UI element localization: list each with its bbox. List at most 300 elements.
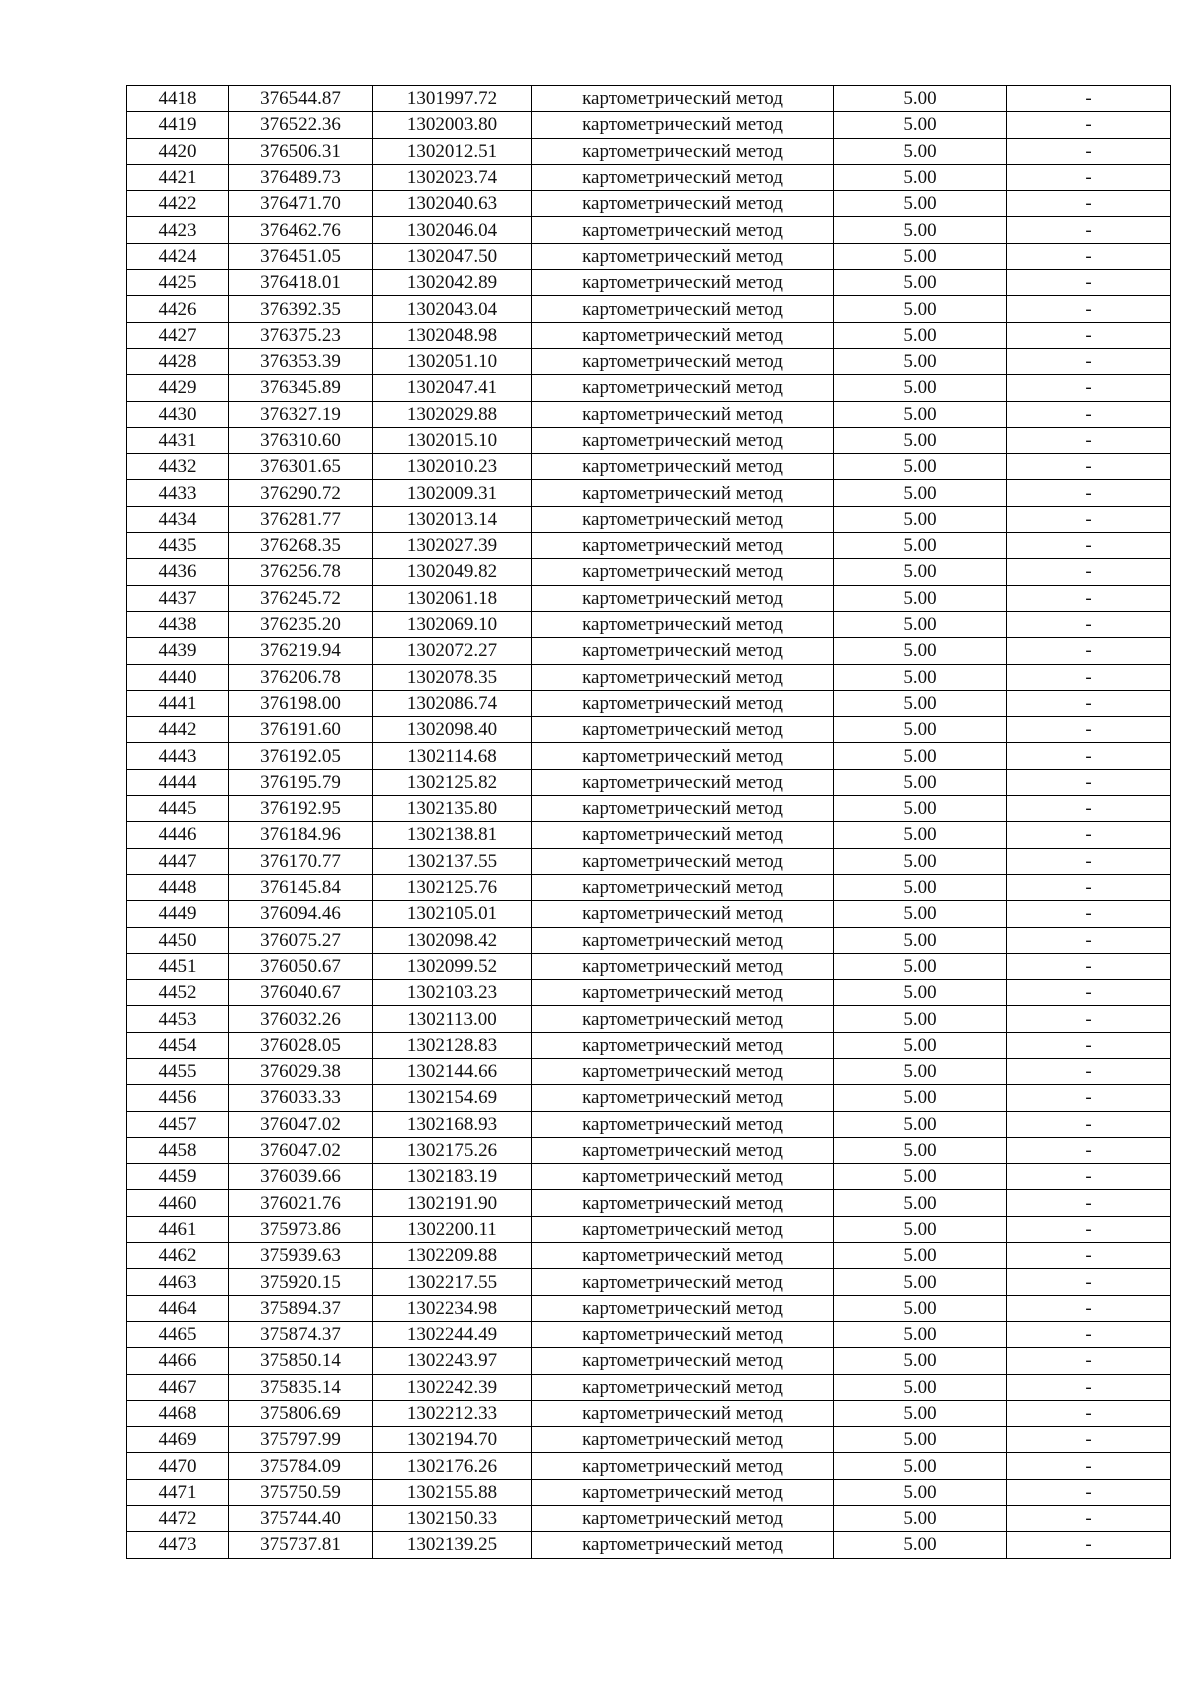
point-number-cell: 4437 [127,585,229,611]
description-cell: - [1007,953,1171,979]
description-cell: - [1007,1243,1171,1269]
table-row [127,874,1171,900]
y-coordinate-cell: 1302209.88 [373,1243,532,1269]
method-cell: картометрический метод [532,243,834,269]
table-row [127,1111,1171,1137]
method-cell: картометрический метод [532,1269,834,1295]
accuracy-cell: 5.00 [834,506,1007,532]
description-cell: - [1007,664,1171,690]
description-cell: - [1007,1479,1171,1505]
x-coordinate-cell: 376040.67 [229,980,373,1006]
accuracy-cell: 5.00 [834,1111,1007,1137]
method-cell: картометрический метод [532,533,834,559]
y-coordinate-cell: 1302144.66 [373,1058,532,1084]
accuracy-cell: 5.00 [834,427,1007,453]
x-coordinate-cell: 376506.31 [229,138,373,164]
accuracy-cell: 5.00 [834,1453,1007,1479]
point-number-cell: 4426 [127,296,229,322]
table-row [127,1479,1171,1505]
table-row [127,1400,1171,1426]
description-cell: - [1007,480,1171,506]
y-coordinate-cell: 1302099.52 [373,953,532,979]
method-cell: картометрический метод [532,1032,834,1058]
x-coordinate-cell: 376170.77 [229,848,373,874]
x-coordinate-cell: 376544.87 [229,86,373,112]
method-cell: картометрический метод [532,848,834,874]
y-coordinate-cell: 1302125.76 [373,874,532,900]
description-cell: - [1007,1164,1171,1190]
x-coordinate-cell: 376021.76 [229,1190,373,1216]
accuracy-cell: 5.00 [834,1164,1007,1190]
description-cell: - [1007,164,1171,190]
x-coordinate-cell: 376032.26 [229,1006,373,1032]
description-cell: - [1007,690,1171,716]
table-row [127,270,1171,296]
y-coordinate-cell: 1302176.26 [373,1453,532,1479]
y-coordinate-cell: 1302191.90 [373,1190,532,1216]
method-cell: картометрический метод [532,427,834,453]
method-cell: картометрический метод [532,1243,834,1269]
point-number-cell: 4458 [127,1137,229,1163]
point-number-cell: 4469 [127,1427,229,1453]
y-coordinate-cell: 1302128.83 [373,1032,532,1058]
x-coordinate-cell: 375835.14 [229,1374,373,1400]
table-row [127,86,1171,112]
table-row [127,1427,1171,1453]
description-cell: - [1007,217,1171,243]
table-row [127,638,1171,664]
x-coordinate-cell: 376191.60 [229,717,373,743]
y-coordinate-cell: 1302183.19 [373,1164,532,1190]
method-cell: картометрический метод [532,559,834,585]
point-number-cell: 4466 [127,1348,229,1374]
table-row [127,1006,1171,1032]
description-cell: - [1007,585,1171,611]
accuracy-cell: 5.00 [834,611,1007,637]
method-cell: картометрический метод [532,1400,834,1426]
x-coordinate-cell: 376192.05 [229,743,373,769]
description-cell: - [1007,454,1171,480]
method-cell: картометрический метод [532,164,834,190]
y-coordinate-cell: 1302029.88 [373,401,532,427]
point-number-cell: 4427 [127,322,229,348]
accuracy-cell: 5.00 [834,638,1007,664]
method-cell: картометрический метод [532,86,834,112]
description-cell: - [1007,1085,1171,1111]
description-cell: - [1007,270,1171,296]
y-coordinate-cell: 1302103.23 [373,980,532,1006]
accuracy-cell: 5.00 [834,1348,1007,1374]
x-coordinate-cell: 375973.86 [229,1216,373,1242]
table-row [127,1295,1171,1321]
method-cell: картометрический метод [532,1164,834,1190]
y-coordinate-cell: 1302048.98 [373,322,532,348]
description-cell: - [1007,638,1171,664]
accuracy-cell: 5.00 [834,296,1007,322]
description-cell: - [1007,348,1171,374]
x-coordinate-cell: 375894.37 [229,1295,373,1321]
point-number-cell: 4423 [127,217,229,243]
point-number-cell: 4443 [127,743,229,769]
accuracy-cell: 5.00 [834,1085,1007,1111]
x-coordinate-cell: 376047.02 [229,1111,373,1137]
table-row [127,1243,1171,1269]
table-row [127,769,1171,795]
point-number-cell: 4449 [127,901,229,927]
y-coordinate-cell: 1302013.14 [373,506,532,532]
point-number-cell: 4460 [127,1190,229,1216]
point-number-cell: 4461 [127,1216,229,1242]
description-cell: - [1007,86,1171,112]
method-cell: картометрический метод [532,1295,834,1321]
accuracy-cell: 5.00 [834,112,1007,138]
y-coordinate-cell: 1302139.25 [373,1532,532,1558]
x-coordinate-cell: 376256.78 [229,559,373,585]
table-row [127,1532,1171,1558]
point-number-cell: 4451 [127,953,229,979]
x-coordinate-cell: 376039.66 [229,1164,373,1190]
y-coordinate-cell: 1302078.35 [373,664,532,690]
description-cell: - [1007,191,1171,217]
description-cell: - [1007,506,1171,532]
description-cell: - [1007,1532,1171,1558]
description-cell: - [1007,1400,1171,1426]
y-coordinate-cell: 1302113.00 [373,1006,532,1032]
description-cell: - [1007,427,1171,453]
coordinates-table-body [127,86,1171,1559]
accuracy-cell: 5.00 [834,1295,1007,1321]
accuracy-cell: 5.00 [834,927,1007,953]
x-coordinate-cell: 376029.38 [229,1058,373,1084]
method-cell: картометрический метод [532,1216,834,1242]
x-coordinate-cell: 376462.76 [229,217,373,243]
point-number-cell: 4428 [127,348,229,374]
x-coordinate-cell: 376145.84 [229,874,373,900]
point-number-cell: 4454 [127,1032,229,1058]
point-number-cell: 4421 [127,164,229,190]
x-coordinate-cell: 376451.05 [229,243,373,269]
accuracy-cell: 5.00 [834,664,1007,690]
method-cell: картометрический метод [532,322,834,348]
accuracy-cell: 5.00 [834,822,1007,848]
method-cell: картометрический метод [532,1006,834,1032]
x-coordinate-cell: 376310.60 [229,427,373,453]
description-cell: - [1007,401,1171,427]
point-number-cell: 4432 [127,454,229,480]
point-number-cell: 4473 [127,1532,229,1558]
x-coordinate-cell: 375806.69 [229,1400,373,1426]
accuracy-cell: 5.00 [834,217,1007,243]
table-row [127,848,1171,874]
table-row [127,1137,1171,1163]
description-cell: - [1007,980,1171,1006]
y-coordinate-cell: 1302114.68 [373,743,532,769]
y-coordinate-cell: 1302051.10 [373,348,532,374]
y-coordinate-cell: 1302125.82 [373,769,532,795]
x-coordinate-cell: 376033.33 [229,1085,373,1111]
x-coordinate-cell: 376281.77 [229,506,373,532]
description-cell: - [1007,1190,1171,1216]
x-coordinate-cell: 375737.81 [229,1532,373,1558]
x-coordinate-cell: 375744.40 [229,1506,373,1532]
method-cell: картометрический метод [532,769,834,795]
point-number-cell: 4431 [127,427,229,453]
point-number-cell: 4418 [127,86,229,112]
method-cell: картометрический метод [532,401,834,427]
point-number-cell: 4467 [127,1374,229,1400]
point-number-cell: 4463 [127,1269,229,1295]
point-number-cell: 4446 [127,822,229,848]
x-coordinate-cell: 376353.39 [229,348,373,374]
accuracy-cell: 5.00 [834,585,1007,611]
accuracy-cell: 5.00 [834,138,1007,164]
table-row [127,1321,1171,1347]
description-cell: - [1007,533,1171,559]
method-cell: картометрический метод [532,690,834,716]
table-row [127,506,1171,532]
x-coordinate-cell: 375850.14 [229,1348,373,1374]
point-number-cell: 4455 [127,1058,229,1084]
point-number-cell: 4433 [127,480,229,506]
method-cell: картометрический метод [532,1111,834,1137]
x-coordinate-cell: 376522.36 [229,112,373,138]
table-row [127,296,1171,322]
accuracy-cell: 5.00 [834,901,1007,927]
method-cell: картометрический метод [532,1374,834,1400]
method-cell: картометрический метод [532,1321,834,1347]
x-coordinate-cell: 375750.59 [229,1479,373,1505]
accuracy-cell: 5.00 [834,1269,1007,1295]
x-coordinate-cell: 375784.09 [229,1453,373,1479]
accuracy-cell: 5.00 [834,1479,1007,1505]
table-row [127,927,1171,953]
table-row [127,191,1171,217]
y-coordinate-cell: 1302015.10 [373,427,532,453]
y-coordinate-cell: 1302154.69 [373,1085,532,1111]
point-number-cell: 4441 [127,690,229,716]
accuracy-cell: 5.00 [834,1427,1007,1453]
coordinates-table [126,85,1171,1559]
y-coordinate-cell: 1302105.01 [373,901,532,927]
method-cell: картометрический метод [532,953,834,979]
x-coordinate-cell: 376206.78 [229,664,373,690]
x-coordinate-cell: 376198.00 [229,690,373,716]
y-coordinate-cell: 1302217.55 [373,1269,532,1295]
method-cell: картометрический метод [532,1348,834,1374]
x-coordinate-cell: 376327.19 [229,401,373,427]
x-coordinate-cell: 376235.20 [229,611,373,637]
description-cell: - [1007,874,1171,900]
method-cell: картометрический метод [532,1479,834,1505]
description-cell: - [1007,1453,1171,1479]
point-number-cell: 4457 [127,1111,229,1137]
x-coordinate-cell: 376268.35 [229,533,373,559]
point-number-cell: 4452 [127,980,229,1006]
point-number-cell: 4465 [127,1321,229,1347]
accuracy-cell: 5.00 [834,1374,1007,1400]
table-row [127,559,1171,585]
x-coordinate-cell: 376028.05 [229,1032,373,1058]
description-cell: - [1007,743,1171,769]
accuracy-cell: 5.00 [834,375,1007,401]
x-coordinate-cell: 375874.37 [229,1321,373,1347]
table-row [127,322,1171,348]
y-coordinate-cell: 1302135.80 [373,796,532,822]
x-coordinate-cell: 376094.46 [229,901,373,927]
y-coordinate-cell: 1302047.41 [373,375,532,401]
description-cell: - [1007,1506,1171,1532]
table-row [127,1453,1171,1479]
method-cell: картометрический метод [532,270,834,296]
point-number-cell: 4439 [127,638,229,664]
table-row [127,1058,1171,1084]
description-cell: - [1007,296,1171,322]
method-cell: картометрический метод [532,585,834,611]
method-cell: картометрический метод [532,506,834,532]
description-cell: - [1007,717,1171,743]
x-coordinate-cell: 376290.72 [229,480,373,506]
accuracy-cell: 5.00 [834,1032,1007,1058]
point-number-cell: 4468 [127,1400,229,1426]
point-number-cell: 4425 [127,270,229,296]
table-row [127,585,1171,611]
x-coordinate-cell: 376184.96 [229,822,373,848]
method-cell: картометрический метод [532,743,834,769]
table-row [127,901,1171,927]
description-cell: - [1007,112,1171,138]
table-row [127,138,1171,164]
accuracy-cell: 5.00 [834,690,1007,716]
point-number-cell: 4450 [127,927,229,953]
point-number-cell: 4464 [127,1295,229,1321]
accuracy-cell: 5.00 [834,980,1007,1006]
table-row [127,375,1171,401]
accuracy-cell: 5.00 [834,270,1007,296]
table-row [127,953,1171,979]
y-coordinate-cell: 1302043.04 [373,296,532,322]
accuracy-cell: 5.00 [834,480,1007,506]
description-cell: - [1007,611,1171,637]
y-coordinate-cell: 1302098.42 [373,927,532,953]
description-cell: - [1007,1374,1171,1400]
description-cell: - [1007,375,1171,401]
table-row [127,980,1171,1006]
point-number-cell: 4456 [127,1085,229,1111]
table-row [127,1164,1171,1190]
accuracy-cell: 5.00 [834,848,1007,874]
point-number-cell: 4424 [127,243,229,269]
x-coordinate-cell: 376345.89 [229,375,373,401]
table-row [127,164,1171,190]
y-coordinate-cell: 1302137.55 [373,848,532,874]
accuracy-cell: 5.00 [834,322,1007,348]
y-coordinate-cell: 1302003.80 [373,112,532,138]
table-row [127,664,1171,690]
description-cell: - [1007,243,1171,269]
description-cell: - [1007,1427,1171,1453]
y-coordinate-cell: 1302027.39 [373,533,532,559]
x-coordinate-cell: 376375.23 [229,322,373,348]
accuracy-cell: 5.00 [834,191,1007,217]
method-cell: картометрический метод [532,664,834,690]
y-coordinate-cell: 1302046.04 [373,217,532,243]
y-coordinate-cell: 1302061.18 [373,585,532,611]
method-cell: картометрический метод [532,1506,834,1532]
method-cell: картометрический метод [532,112,834,138]
method-cell: картометрический метод [532,822,834,848]
method-cell: картометрический метод [532,348,834,374]
accuracy-cell: 5.00 [834,86,1007,112]
x-coordinate-cell: 376195.79 [229,769,373,795]
accuracy-cell: 5.00 [834,454,1007,480]
y-coordinate-cell: 1302212.33 [373,1400,532,1426]
point-number-cell: 4471 [127,1479,229,1505]
table-row [127,611,1171,637]
table-row [127,1190,1171,1216]
table-row [127,1348,1171,1374]
point-number-cell: 4419 [127,112,229,138]
description-cell: - [1007,901,1171,927]
description-cell: - [1007,1295,1171,1321]
table-row [127,1085,1171,1111]
table-row [127,217,1171,243]
point-number-cell: 4420 [127,138,229,164]
accuracy-cell: 5.00 [834,1532,1007,1558]
accuracy-cell: 5.00 [834,743,1007,769]
y-coordinate-cell: 1302042.89 [373,270,532,296]
x-coordinate-cell: 375797.99 [229,1427,373,1453]
y-coordinate-cell: 1302234.98 [373,1295,532,1321]
table-row [127,690,1171,716]
description-cell: - [1007,1269,1171,1295]
method-cell: картометрический метод [532,1532,834,1558]
accuracy-cell: 5.00 [834,348,1007,374]
description-cell: - [1007,322,1171,348]
x-coordinate-cell: 376050.67 [229,953,373,979]
method-cell: картометрический метод [532,138,834,164]
y-coordinate-cell: 1302009.31 [373,480,532,506]
point-number-cell: 4448 [127,874,229,900]
accuracy-cell: 5.00 [834,874,1007,900]
y-coordinate-cell: 1301997.72 [373,86,532,112]
y-coordinate-cell: 1302010.23 [373,454,532,480]
y-coordinate-cell: 1302243.97 [373,1348,532,1374]
method-cell: картометрический метод [532,1137,834,1163]
method-cell: картометрический метод [532,796,834,822]
method-cell: картометрический метод [532,717,834,743]
method-cell: картометрический метод [532,1427,834,1453]
y-coordinate-cell: 1302138.81 [373,822,532,848]
table-row [127,401,1171,427]
table-row [127,822,1171,848]
description-cell: - [1007,848,1171,874]
x-coordinate-cell: 376219.94 [229,638,373,664]
accuracy-cell: 5.00 [834,243,1007,269]
table-row [127,533,1171,559]
y-coordinate-cell: 1302072.27 [373,638,532,664]
y-coordinate-cell: 1302069.10 [373,611,532,637]
accuracy-cell: 5.00 [834,559,1007,585]
x-coordinate-cell: 376471.70 [229,191,373,217]
table-row [127,243,1171,269]
point-number-cell: 4442 [127,717,229,743]
method-cell: картометрический метод [532,480,834,506]
y-coordinate-cell: 1302244.49 [373,1321,532,1347]
accuracy-cell: 5.00 [834,1190,1007,1216]
point-number-cell: 4470 [127,1453,229,1479]
description-cell: - [1007,1348,1171,1374]
description-cell: - [1007,1111,1171,1137]
